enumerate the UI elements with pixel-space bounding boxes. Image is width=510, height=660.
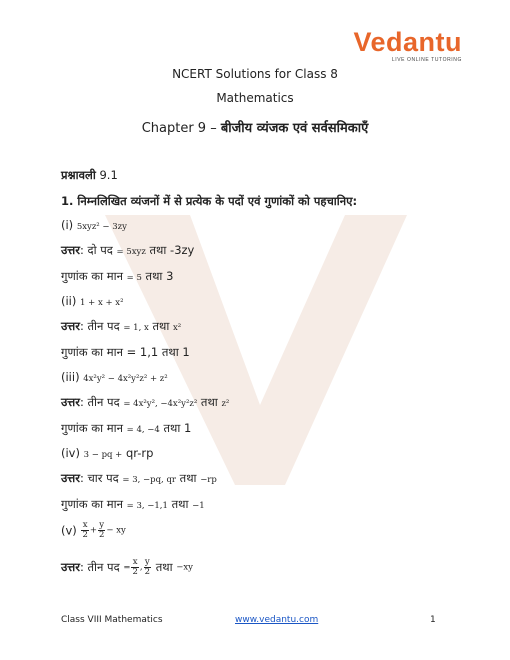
part-ii-answer: उत्तर: तीन पद = 1, x तथा x² [61,319,182,333]
answer-fraction-x-over-2: $\frac{x}{2}$ [132,557,138,577]
fraction-x-over-2: $\frac{x}{2}$ [82,520,88,540]
fraction-y-over-2: $\frac{y}{2}$ [98,520,105,540]
part-i-expression: (i) 5xyz² − 3zy [61,218,127,232]
part-iv-coefficients: गुणांक का मान = 3, −1,1 तथा −1 [61,497,205,511]
part-ii-coefficients: गुणांक का मान = 1,1 तथा 1 [61,345,190,359]
footer-page-number: 1 [430,615,436,625]
subject-title: Mathematics [216,91,294,105]
question-text: 1. निम्नलिखित व्यंजनों में से प्रत्येक के पदों एवं गुणांकों को पहचानिए: [61,194,358,208]
vedantu-logo [353,28,462,63]
logo-tagline: LIVE ONLINE TUTORING [391,57,462,63]
part-ii-expression: (ii) 1 + x + x² [61,294,124,308]
exercise-heading [61,168,118,183]
logo-wordmark: Vedantu [353,27,462,57]
part-iii-coefficients: गुणांक का मान = 4, −4 तथा 1 [61,421,192,435]
footer-class-label: Class VIII Mathematics [61,615,163,625]
part-i-answer: उत्तर: दो पद = 5xyz तथा -3zy [61,243,195,257]
doc-title: NCERT Solutions for Class 8 [172,67,338,81]
part-v-answer: उत्तर: तीन पद = $\frac{x}{2}$ , $\frac{y}{2}$ तथा −xy [61,557,193,577]
chapter-title: बीजीय व्यंजक एवं सर्वसमिकाएँ [220,121,369,136]
part-v-expression: (v) $\frac{x}{2}$ + $\frac{y}{2}$ − xy [61,520,126,540]
answer-fraction-y-over-2: $\frac{y}{2}$ [144,557,151,577]
exercise-number: 9.1 [99,168,118,182]
chapter-heading [0,118,510,136]
part-iii-answer: उत्तर: तीन पद = 4x²y², −4x²y²z² तथा z² [61,395,230,409]
part-iv-expression: (iv) 3 − pq + qr-rp [61,446,154,460]
chapter-prefix: Chapter 9 – [141,121,221,136]
exercise-label: प्रश्नावली [61,168,96,182]
part-iii-expression: (iii) 4x²y² − 4x²y²z² + z² [61,370,168,384]
part-i-coefficients: गुणांक का मान = 5 तथा 3 [61,269,174,283]
footer-website-link[interactable]: www.vedantu.com [235,615,319,625]
part-iv-answer: उत्तर: चार पद = 3, −pq, qr तथा −rp [61,471,217,485]
